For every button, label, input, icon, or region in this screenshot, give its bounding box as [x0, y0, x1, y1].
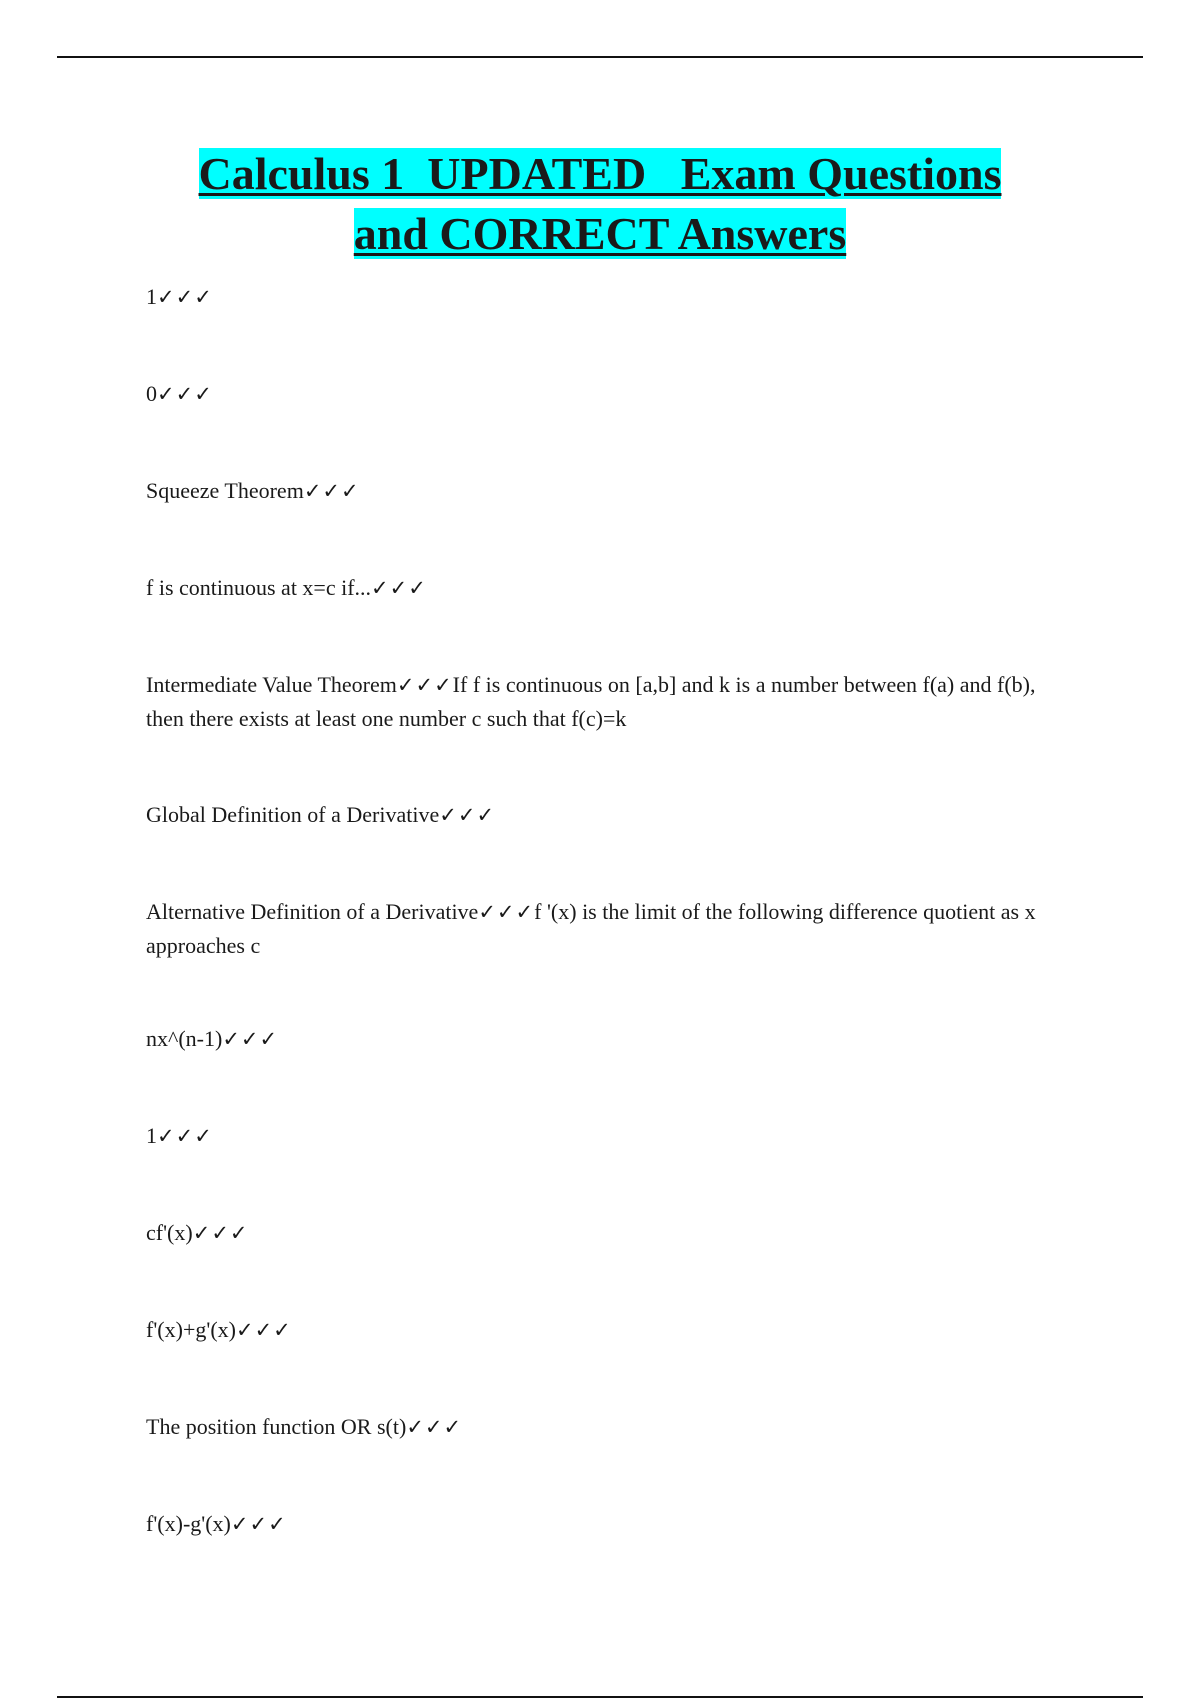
list-item [146, 571, 1046, 605]
list-item [146, 1216, 1046, 1250]
title-line-2: and CORRECT Answers [353, 208, 847, 259]
item-answer: If f is continuous on [a,b] and k is a number between f(a) and f(b), then there exists at least one number c such that f(c)=k [146, 672, 1036, 731]
list-item [146, 1507, 1046, 1541]
list-item [146, 798, 1046, 832]
item-term: Intermediate Value Theorem [146, 672, 397, 697]
list-item [146, 1119, 1046, 1153]
check-mark-icon: ✓✓✓ [396, 673, 453, 697]
check-mark-icon: ✓✓✓ [192, 1221, 249, 1245]
list-item [146, 1410, 1046, 1444]
list-item [146, 895, 1046, 962]
check-mark-icon: ✓✓✓ [478, 900, 535, 924]
item-term: f'(x)-g'(x) [146, 1511, 231, 1536]
footer-rule [57, 1696, 1143, 1698]
item-term: Squeeze Theorem [146, 478, 304, 503]
item-term: 0 [146, 381, 157, 406]
check-mark-icon: ✓✓✓ [157, 285, 213, 309]
list-item [146, 377, 1046, 411]
item-answer: f '(x) is the limit of the following difference quotient as x approaches c [146, 899, 1036, 958]
title-line-1: Calculus 1 UPDATED Exam Questions [198, 148, 1002, 199]
list-item [146, 280, 1046, 314]
item-term: cf'(x) [146, 1220, 193, 1245]
check-mark-icon: ✓✓✓ [157, 382, 213, 406]
check-mark-icon: ✓✓✓ [222, 1027, 279, 1051]
check-mark-icon: ✓✓✓ [406, 1415, 463, 1439]
item-term: nx^(n-1) [146, 1026, 223, 1051]
item-term: Global Definition of a Derivative [146, 802, 440, 827]
list-item [146, 474, 1046, 508]
list-item [146, 1313, 1046, 1347]
item-term: f'(x)+g'(x) [146, 1317, 236, 1342]
check-mark-icon: ✓✓✓ [235, 1318, 292, 1342]
item-term: The position function OR s(t) [146, 1414, 407, 1439]
check-mark-icon: ✓✓✓ [439, 803, 496, 827]
item-term: f is continuous at x=c if... [146, 575, 372, 600]
item-term: 1 [146, 1123, 157, 1148]
document-title [0, 144, 1200, 264]
check-mark-icon: ✓✓✓ [303, 479, 360, 503]
list-item [146, 1022, 1046, 1056]
list-item [146, 668, 1046, 735]
check-mark-icon: ✓✓✓ [230, 1512, 287, 1536]
item-term: Alternative Definition of a Derivative [146, 899, 479, 924]
check-mark-icon: ✓✓✓ [371, 576, 427, 600]
item-term: 1 [146, 284, 157, 309]
header-rule [57, 56, 1143, 58]
check-mark-icon: ✓✓✓ [157, 1124, 213, 1148]
